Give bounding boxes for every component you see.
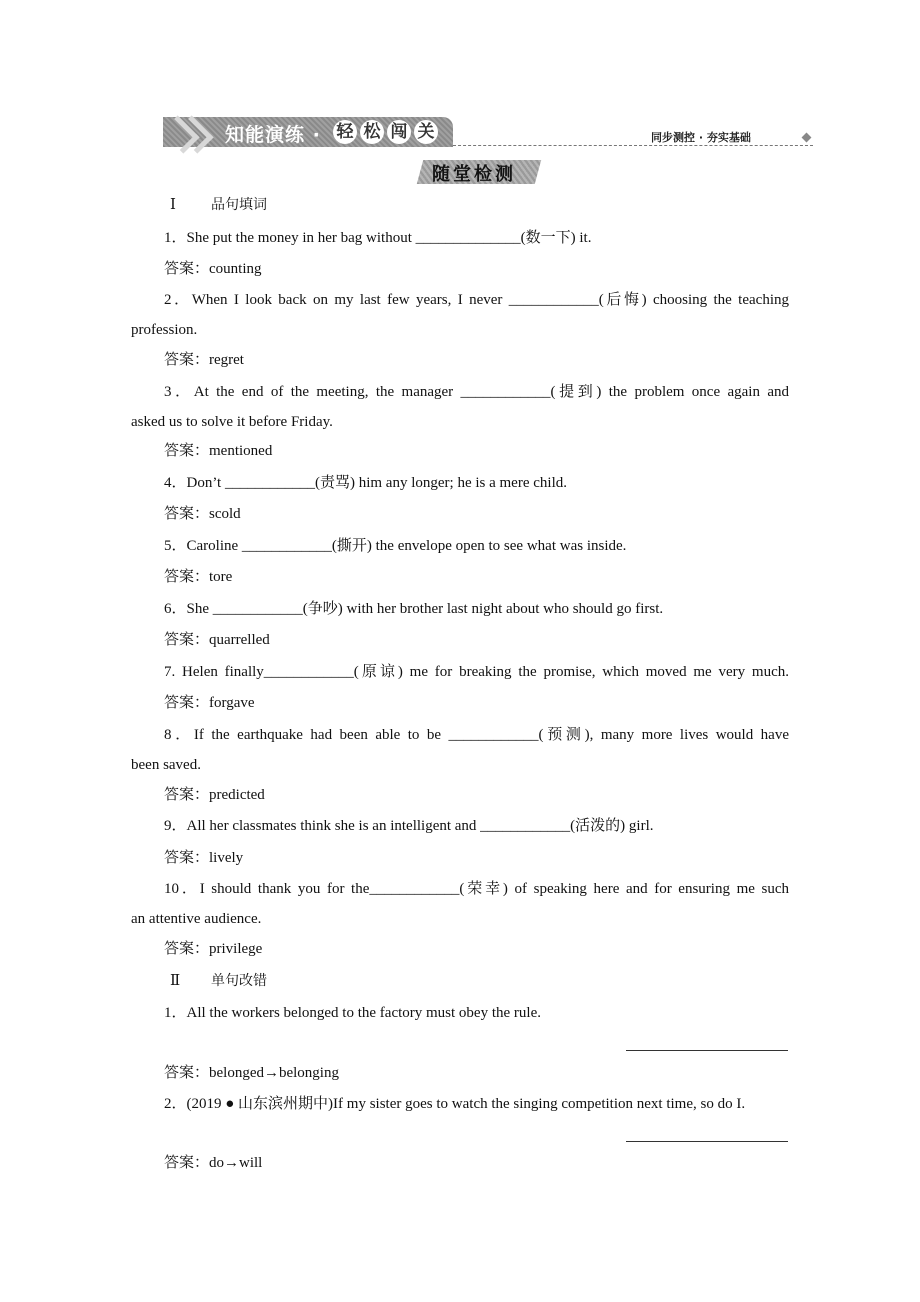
question-line: 7. Helen finally____________(原谅) me for breaking the promise, which moved me very much. <box>164 664 789 680</box>
answer-blank-line <box>626 1050 788 1051</box>
answer-line: 答案：predicted <box>164 787 265 803</box>
question-line: 1．All the workers belonged to the factory must obey the rule. <box>164 1005 541 1021</box>
question-line: 2．(2019 ● 山东滨州期中)If my sister goes to watch the singing competition next time, so do I. <box>164 1096 746 1112</box>
question-line: 4．Don’t ____________(责骂) him any longer; he is a mere child. <box>164 475 567 491</box>
header-rule <box>453 145 813 146</box>
banner-circle: 松 <box>360 120 384 144</box>
banner-circle: 关 <box>414 120 438 144</box>
section-heading: 品句填词 <box>211 197 267 213</box>
question-line: 2．When I look back on my last few years, I never ____________(后悔) choosing the teaching <box>164 292 789 308</box>
question-continuation: an attentive audience. <box>131 911 262 927</box>
banner-circle: 轻 <box>333 120 357 144</box>
answer-line: 答案：privilege <box>164 941 263 957</box>
banner-title: 知能演练 · <box>225 124 321 146</box>
answer-line: 答案：mentioned <box>164 443 273 459</box>
answer-line: 答案：counting <box>164 261 262 277</box>
question-line: 9．All her classmates think she is an intelligent and ____________(活泼的) girl. <box>164 818 654 834</box>
question-continuation: profession. <box>131 322 198 338</box>
question-line: 5．Caroline ____________(撕开) the envelope open to see what was inside. <box>164 538 627 554</box>
question-continuation: been saved. <box>131 757 201 773</box>
answer-line: 答案：scold <box>164 506 241 522</box>
banner-circle: 闯 <box>387 120 411 144</box>
section-number: Ⅰ <box>170 197 176 213</box>
section-number: Ⅱ <box>170 973 181 989</box>
question-line: 3．At the end of the meeting, the manager ____________(提到) the problem once again and <box>164 384 789 400</box>
question-line: 1．She put the money in her bag without ______________(数一下) it. <box>164 230 592 246</box>
answer-line: 答案：tore <box>164 569 233 585</box>
answer-line: 答案：lively <box>164 850 244 866</box>
question-line: 6．She ____________(争吵) with her brother last night about who should go first. <box>164 601 664 617</box>
answer-line: 答案：belonged→belonging <box>164 1065 339 1081</box>
answer-line: 答案：regret <box>164 352 244 368</box>
section-heading: 单句改错 <box>211 973 267 989</box>
answer-line: 答案：do→will <box>164 1155 263 1171</box>
answer-line: 答案：forgave <box>164 695 255 711</box>
question-line: 8．If the earthquake had been able to be ____________(预测), many more lives would have <box>164 727 789 743</box>
header-right-tag: 同步测控 · 夯实基础 <box>651 131 751 144</box>
answer-blank-line <box>626 1141 788 1142</box>
answer-line: 答案：quarrelled <box>164 632 270 648</box>
diamond-icon <box>802 133 812 143</box>
question-line: 10．I should thank you for the____________(荣幸) of speaking here and for ensuring me such <box>164 881 789 897</box>
subtitle: 随堂检测 <box>432 164 516 185</box>
question-continuation: asked us to solve it before Friday. <box>131 414 333 430</box>
section-banner <box>163 117 453 147</box>
